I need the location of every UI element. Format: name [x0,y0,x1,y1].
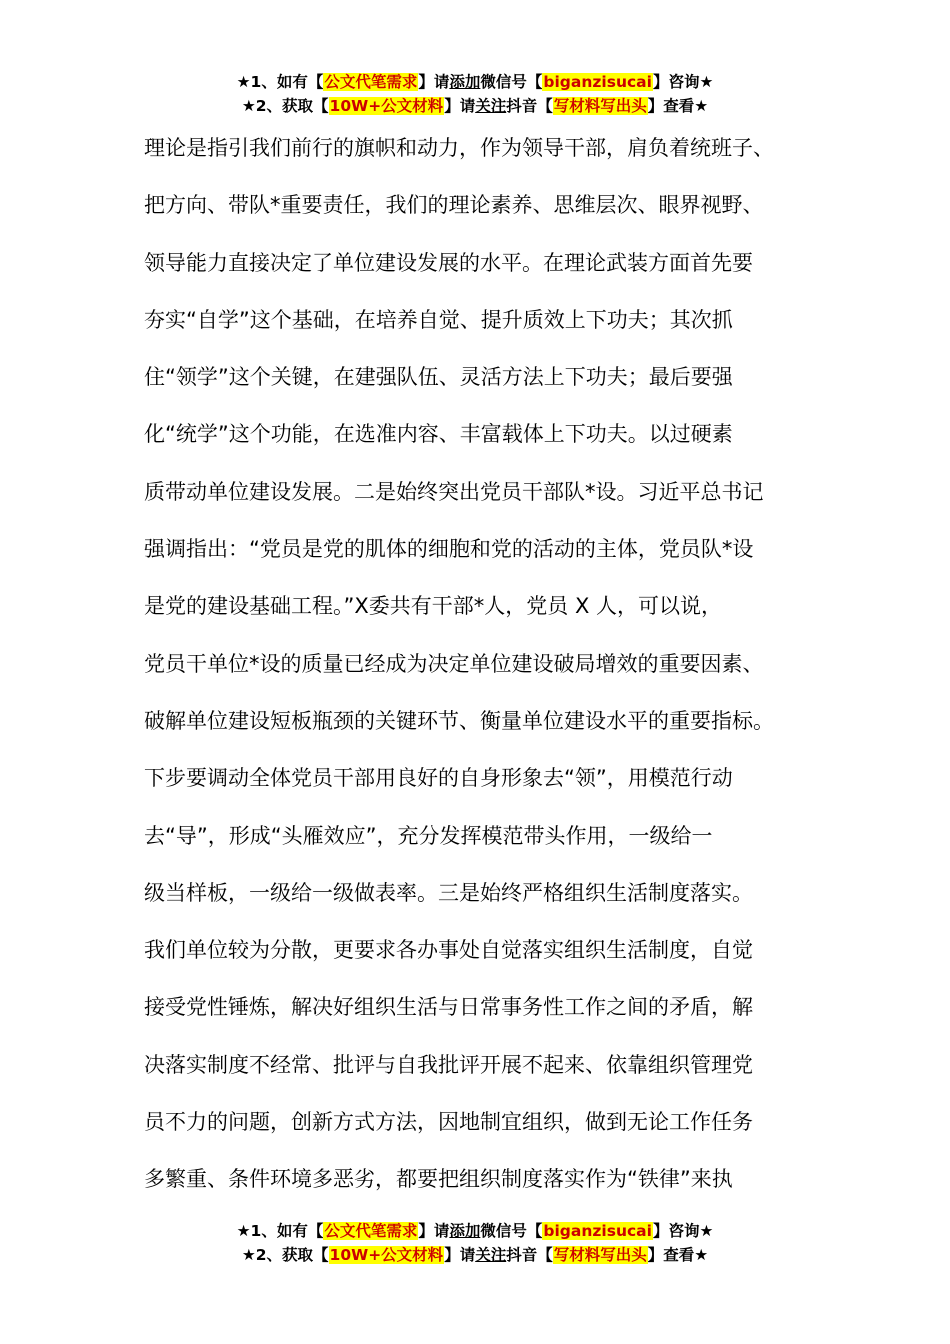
banner-text: ★2、获取【 [241,97,329,115]
banner-text: 】咨询★ [652,1222,714,1240]
banner-line-1 [0,70,950,94]
body-line: 多繁重、条件环境多恶劣，都要把组织制度落实作为“铁律”来执 [144,1167,733,1192]
banner-text: ★2、获取【 [241,1246,329,1264]
banner-highlight: 10W+公文材料 [329,97,444,115]
body-line: 我们单位较为分散，更要求各办事处自觉落实组织生活制度，自觉 [144,938,753,963]
banner-text: 】请 [444,97,476,115]
banner-underline: 添加 [449,73,481,91]
banner-text: 】请 [444,1246,476,1264]
body-line: 化“统学”这个功能，在选准内容、丰富载体上下功夫。以过硬素 [144,422,733,447]
banner-text: 抖音【 [506,1246,553,1264]
banner-text: 抖音【 [506,97,553,115]
banner-text: 】咨询★ [652,73,714,91]
footer-banner [0,1219,950,1267]
banner-text: 微信号【 [480,73,543,91]
banner-wechat-id: biganzisucai [543,73,652,91]
banner-text: 】查看★ [647,1246,709,1264]
banner-douyin-id: 写材料写出头 [553,1246,647,1264]
banner-text: ★1、如有【 [236,73,324,91]
banner-line-2 [0,94,950,118]
header-banner [0,70,950,118]
banner-underline: 添加 [449,1222,481,1240]
body-line: 去“导”，形成“头雁效应”，充分发挥模范带头作用，一级给一 [144,823,713,848]
body-line: 住“领学”这个关键，在建强队伍、灵活方法上下功夫；最后要强 [144,365,733,390]
banner-underline: 关注 [475,1246,507,1264]
banner-highlight: 公文代笔需求 [324,73,418,91]
body-line: 接受党性锤炼，解决好组织生活与日常事务性工作之间的矛盾，解 [144,995,753,1020]
banner-douyin-id: 写材料写出头 [553,97,647,115]
body-line: 强调指出：“党员是党的肌体的细胞和党的活动的主体，党员队*设 [144,537,754,562]
banner-line-1 [0,1219,950,1243]
body-line: 级当样板，一级给一级做表率。三是始终严格组织生活制度落实。 [144,880,753,905]
banner-text: ★1、如有【 [236,1222,324,1240]
banner-highlight: 10W+公文材料 [329,1246,444,1264]
body-line: 下步要调动全体党员干部用良好的自身形象去“领”，用模范行动 [144,766,733,791]
banner-text: 】请 [418,1222,450,1240]
body-line: 是党的建设基础工程。”X委共有干部*人，党员 X 人，可以说， [144,594,723,619]
body-line: 员不力的问题，创新方式方法，因地制宜组织，做到无论工作任务 [144,1110,753,1135]
body-line: 质带动单位建设发展。二是始终突出党员干部队*设。习近平总书记 [144,479,764,504]
banner-line-2 [0,1243,950,1267]
banner-text: 】查看★ [647,97,709,115]
body-line: 领导能力直接决定了单位建设发展的水平。在理论武装方面首先要 [144,250,753,275]
banner-text: 微信号【 [480,1222,543,1240]
body-line: 把方向、带队*重要责任，我们的理论素养、思维层次、眼界视野、 [144,193,764,218]
body-line: 决落实制度不经常、批评与自我批评开展不起来、依靠组织管理党 [144,1052,753,1077]
document-body [144,120,824,1209]
banner-underline: 关注 [475,97,507,115]
banner-text: 】请 [418,73,450,91]
banner-highlight: 公文代笔需求 [324,1222,418,1240]
body-line: 理论是指引我们前行的旗帜和动力，作为领导干部，肩负着统班子、 [144,136,774,160]
body-line: 夯实“自学”这个基础，在培养自觉、提升质效上下功夫；其次抓 [144,307,733,332]
banner-wechat-id: biganzisucai [543,1222,652,1240]
body-line: 党员干单位*设的质量已经成为决定单位建设破局增效的重要因素、 [144,651,764,676]
body-line: 破解单位建设短板瓶颈的关键环节、衡量单位建设水平的重要指标。 [144,708,774,733]
